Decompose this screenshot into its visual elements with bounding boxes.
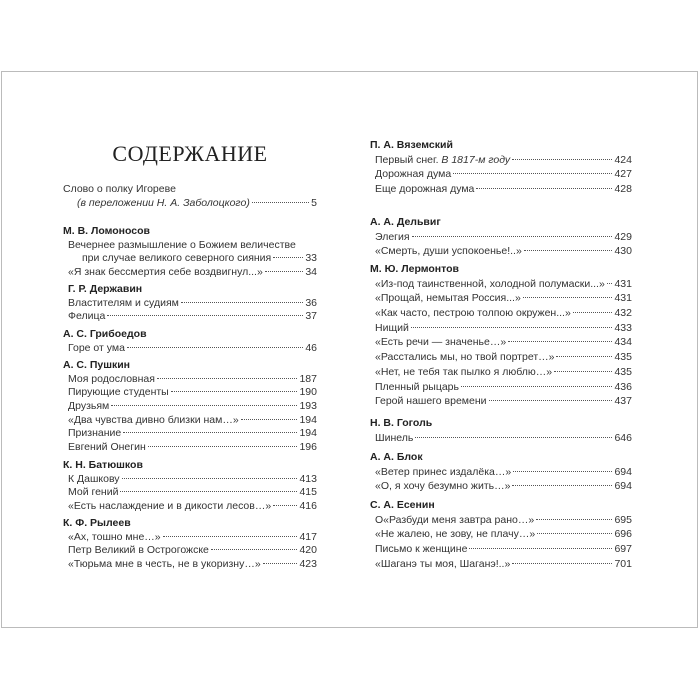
toc-entry[interactable] xyxy=(63,386,317,400)
entry-title: К Дашкову xyxy=(68,472,120,485)
dot-leader xyxy=(573,312,613,313)
entry-title: Властителям и судиям xyxy=(68,296,179,309)
toc-entry[interactable] xyxy=(370,479,632,494)
dot-leader xyxy=(241,419,298,420)
toc-entry[interactable] xyxy=(63,239,317,253)
toc-entry[interactable] xyxy=(63,310,317,324)
toc-entry[interactable] xyxy=(370,277,632,292)
entry-title: «Есть наслаждение и в дикости лесов…» xyxy=(68,500,272,513)
entry-title: Письмо к женщине xyxy=(375,543,468,556)
toc-entry[interactable] xyxy=(63,400,317,414)
entry-title: «Шаганэ ты моя, Шаганэ!..» xyxy=(375,557,511,570)
dot-leader xyxy=(263,563,298,564)
toc-entry[interactable] xyxy=(370,513,632,528)
page-number: 428 xyxy=(614,183,632,196)
dot-leader xyxy=(512,563,612,564)
toc-section xyxy=(370,262,632,409)
entry-title: «Тюрьма мне в честь, не в укоризну…» xyxy=(68,558,261,571)
toc-section xyxy=(370,416,632,445)
dot-leader xyxy=(415,437,612,438)
page-number: 193 xyxy=(299,400,317,413)
page-number: 694 xyxy=(614,480,632,493)
dot-leader xyxy=(111,405,297,406)
page-number: 420 xyxy=(299,544,317,557)
author-heading: Г. Р. Державин xyxy=(68,283,143,295)
entry-title: Шинель xyxy=(375,431,414,444)
entry-title: «Ветер принес издалёка…» xyxy=(375,465,512,478)
entry-title-continuation: (в переложении Н. А. Заболоцкого) xyxy=(77,196,250,209)
toc-entry[interactable] xyxy=(63,427,317,441)
dot-leader xyxy=(273,505,297,506)
entry-title: Элегия xyxy=(375,230,410,243)
page-number: 429 xyxy=(614,230,632,243)
page-title: СОДЕРЖАНИЕ xyxy=(112,141,268,166)
toc-entry[interactable] xyxy=(370,153,632,168)
toc-entry[interactable] xyxy=(370,465,632,480)
entry-title: Вечернее размышление о Божием величестве xyxy=(68,238,296,251)
entry-title: «Я знак бессмертия себе воздвигнул...» xyxy=(68,266,263,279)
page-number: 5 xyxy=(311,196,317,209)
toc-entry[interactable] xyxy=(370,394,632,409)
author-heading: К. Ф. Рылеев xyxy=(63,517,131,529)
page-number: 190 xyxy=(299,386,317,399)
page-number: 37 xyxy=(305,310,317,323)
toc-entry[interactable] xyxy=(370,335,632,350)
page-number: 33 xyxy=(305,252,317,265)
dot-leader xyxy=(508,341,612,342)
author-heading: А. С. Пушкин xyxy=(63,359,131,371)
toc-entry[interactable] xyxy=(370,380,632,395)
entry-title: «Из-под таинственной, холодной полумаски...» xyxy=(375,277,605,290)
dot-leader xyxy=(476,188,612,189)
author-heading: С. А. Есенин xyxy=(370,499,435,511)
entry-title: «О, я хочу безумно жить…» xyxy=(375,480,511,493)
dot-leader xyxy=(536,519,612,520)
entry-title: Пленный рыцарь xyxy=(375,380,459,393)
toc-entry[interactable] xyxy=(63,486,317,500)
dot-leader xyxy=(607,283,613,284)
entry-title: Еще дорожная дума xyxy=(375,183,475,196)
dot-leader xyxy=(512,485,612,486)
page-number: 434 xyxy=(614,336,632,349)
entry-title: «Как часто, пестрою толпою окружен...» xyxy=(375,307,571,320)
toc-entry[interactable] xyxy=(370,365,632,380)
page-number: 194 xyxy=(299,413,317,426)
toc-section xyxy=(63,517,317,572)
toc-section xyxy=(370,498,632,571)
dot-leader xyxy=(489,400,613,401)
toc-entry-continuation[interactable] xyxy=(63,197,317,211)
dot-leader xyxy=(157,378,298,379)
entry-title: Друзьям xyxy=(68,400,110,413)
dot-leader xyxy=(461,386,612,387)
entry-title: «Не жалею, не зову, не плачу…» xyxy=(375,528,536,541)
author-heading: А. А. Дельвиг xyxy=(370,216,441,228)
entry-title: Евгений Онегин xyxy=(68,441,146,454)
toc-entry[interactable] xyxy=(63,373,317,387)
page-number: 417 xyxy=(299,530,317,543)
toc-entry[interactable] xyxy=(370,557,632,572)
entry-title: Нищий xyxy=(375,321,409,334)
dot-leader xyxy=(107,315,303,316)
dot-leader xyxy=(171,391,298,392)
toc-entry[interactable] xyxy=(63,531,317,545)
entry-title: Герой нашего времени xyxy=(375,395,487,408)
page-number: 432 xyxy=(614,307,632,320)
author-heading: М. В. Ломоносов xyxy=(63,225,151,237)
toc-section xyxy=(63,225,317,280)
page-number: 435 xyxy=(614,365,632,378)
dot-leader xyxy=(120,491,297,492)
dot-leader xyxy=(554,371,612,372)
dot-leader xyxy=(123,432,297,433)
toc-entry[interactable] xyxy=(63,414,317,428)
entry-title: Мой гений xyxy=(68,486,119,499)
toc-entry[interactable] xyxy=(63,558,317,572)
page-number: 424 xyxy=(614,153,632,166)
dot-leader xyxy=(122,478,298,479)
dot-leader xyxy=(537,533,612,534)
entry-subtitle: В 1817-м году xyxy=(441,153,511,166)
toc-entry[interactable] xyxy=(370,431,632,446)
entry-title: Пирующие студенты xyxy=(68,386,169,399)
entry-title: О«Разбуди меня завтра рано…» xyxy=(375,513,535,526)
dot-leader xyxy=(265,271,304,272)
author-heading: А. С. Грибоедов xyxy=(63,328,147,340)
page-number: 435 xyxy=(614,351,632,364)
page-number: 187 xyxy=(299,372,317,385)
page-number: 36 xyxy=(305,296,317,309)
entry-title: Моя родословная xyxy=(68,372,155,385)
toc-section xyxy=(63,328,317,355)
page-number: 196 xyxy=(299,441,317,454)
dot-leader xyxy=(148,446,298,447)
dot-leader xyxy=(453,173,612,174)
dot-leader xyxy=(163,536,298,537)
page-number: 416 xyxy=(299,500,317,513)
page-number: 423 xyxy=(299,558,317,571)
toc-entry[interactable] xyxy=(370,306,632,321)
dot-leader xyxy=(556,356,612,357)
toc-entry[interactable] xyxy=(370,182,632,197)
author-heading: К. Н. Батюшков xyxy=(63,459,143,471)
page-number: 413 xyxy=(299,472,317,485)
toc-entry[interactable] xyxy=(370,167,632,182)
toc-entry[interactable] xyxy=(63,500,317,514)
toc-entry[interactable] xyxy=(370,230,632,245)
page-number: 415 xyxy=(299,486,317,499)
toc-entry[interactable] xyxy=(63,183,317,197)
page-number: 427 xyxy=(614,168,632,181)
page-number: 646 xyxy=(614,431,632,444)
toc-entry[interactable] xyxy=(63,266,317,280)
entry-title: Горе от ума xyxy=(68,341,125,354)
toc-entry[interactable] xyxy=(63,297,317,311)
page-number: 431 xyxy=(614,292,632,305)
entry-title: «Есть речи — значенье…» xyxy=(375,336,507,349)
entry-title: Дорожная дума xyxy=(375,168,452,181)
dot-leader xyxy=(412,236,613,237)
toc-entry[interactable] xyxy=(370,350,632,365)
page-number: 46 xyxy=(305,341,317,354)
toc-section xyxy=(370,450,632,494)
dot-leader xyxy=(127,347,303,348)
page-number: 194 xyxy=(299,427,317,440)
dot-leader xyxy=(523,297,613,298)
entry-title-continuation: при случае великого северного сияния xyxy=(82,252,272,265)
toc-entry[interactable] xyxy=(370,527,632,542)
toc-section xyxy=(63,359,317,455)
page-number: 701 xyxy=(614,557,632,570)
page-number: 437 xyxy=(614,395,632,408)
dot-leader xyxy=(411,327,613,328)
toc-entry[interactable] xyxy=(370,321,632,336)
entry-title: «Ах, тошно мне…» xyxy=(68,530,161,543)
entry-title: Слово о полку Игореве xyxy=(63,183,176,195)
page-number: 436 xyxy=(614,380,632,393)
entry-title: «Нет, не тебя так пылко я люблю…» xyxy=(375,365,553,378)
author-heading: М. Ю. Лермонтов xyxy=(370,263,459,275)
page-number: 34 xyxy=(305,266,317,279)
toc-entry[interactable] xyxy=(63,342,317,356)
toc-entry[interactable] xyxy=(370,244,632,259)
toc-entry[interactable] xyxy=(63,544,317,558)
page-number: 696 xyxy=(614,528,632,541)
entry-title: Первый снег. xyxy=(375,153,439,166)
entry-title: «Два чувства дивно близки нам…» xyxy=(68,413,239,426)
dot-leader xyxy=(512,159,612,160)
toc-entry[interactable] xyxy=(370,542,632,557)
dot-leader xyxy=(513,471,612,472)
entry-title: «Смерть, души успокоенье!..» xyxy=(375,245,522,258)
page-number: 430 xyxy=(614,245,632,258)
dot-leader xyxy=(181,302,303,303)
page-number: 433 xyxy=(614,321,632,334)
toc-entry[interactable] xyxy=(63,441,317,455)
toc-section xyxy=(370,215,632,259)
toc-section xyxy=(63,459,317,514)
page-number: 695 xyxy=(614,513,632,526)
dot-leader xyxy=(524,250,613,251)
dot-leader xyxy=(469,548,612,549)
page-number: 694 xyxy=(614,465,632,478)
entry-title: Фелица xyxy=(68,310,106,323)
dot-leader xyxy=(273,257,303,258)
dot-leader xyxy=(252,202,309,203)
author-heading: Н. В. Гоголь xyxy=(370,417,433,429)
author-heading: А. А. Блок xyxy=(370,451,423,463)
page-number: 431 xyxy=(614,277,632,290)
author-heading: П. А. Вяземский xyxy=(370,139,453,151)
toc-section xyxy=(370,138,632,197)
toc-entry-continuation[interactable] xyxy=(63,252,317,266)
toc-section xyxy=(63,183,317,210)
entry-title: Петр Великий в Острогожске xyxy=(68,544,209,557)
toc-entry[interactable] xyxy=(63,473,317,487)
page-number: 697 xyxy=(614,543,632,556)
entry-title: «Прощай, немытая Россия...» xyxy=(375,292,521,305)
toc-entry[interactable] xyxy=(370,291,632,306)
entry-title: «Расстались мы, но твой портрет…» xyxy=(375,351,555,364)
dot-leader xyxy=(211,549,298,550)
toc-section xyxy=(63,283,317,324)
entry-title: Признание xyxy=(68,427,122,440)
